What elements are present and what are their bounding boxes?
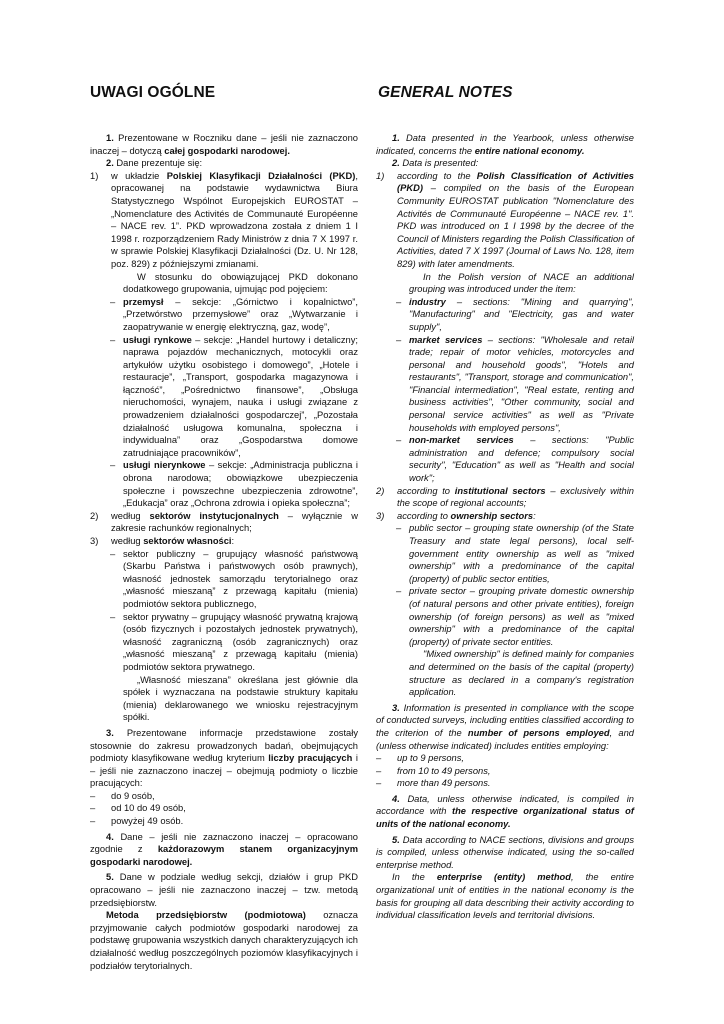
note-3: 3. Prezentowane informacje przedstawione zostały stosownie do zakresu prowadzonych badań, obejmujących podmioty klasyfikowane według kryterium liczby pracujących i – jeśli nie zaznaczono inaczej – obejmują podmioty o liczbie pracujących: [90, 727, 358, 789]
section-title-english: GENERAL NOTES [378, 84, 513, 101]
section-title-polish: UWAGI OGÓLNE [90, 84, 216, 101]
note-4: 4. Dane – jeśli nie zaznaczono inaczej – opracowano zgodnie z każdorazowym stanem organizacyjnym gospodarki narodowej. [90, 831, 359, 867]
list-item-institutional-sectors: 2) według sektorów instytucjonalnych – wyłącznie w zakresie rachunków regionalnych; [90, 510, 358, 534]
enterprise-method-note: In the enterprise (entity) method, the entire organizational unit of entities in the national economy is the basis for grouping all data describing their activity according to individual classification levels and territorial divisions. [376, 872, 634, 921]
list-item-public-sector: – public sector – grouping state ownership (of the State Treasury and state legal persons), local self-government entity ownership as well as "mixed ownership" with a predominance of the capital (property) of public sector entities, [396, 523, 634, 584]
list-item-non-market-services: – usługi nierynkowe – sekcje: „Administracja publiczna i obrona narodowa; obowiązkowe ubezpieczenia społeczne i powszechne ubezpieczenia zdrowotne”, „Edukacja” oraz „Ochrona zdrowia i opieka społeczna”; [110, 460, 358, 509]
list-item-institutional-sectors: 2) according to institutional sectors – exclusively within the scope of regional accounts; [376, 485, 634, 509]
list-item-pkd: 1) w układzie Polskiej Klasyfikacji Działalności (PKD), opracowanej na podstawie wydawnictwa Biura Statystycznego Wspólnot Europejskich EUROSTAT – „Nomenclature des Activités de Communauté Européenne – NACE rev. 1”. PKD wprowadzona została z dniem 1 I 1998 r. rozporządzeniem Rady Ministrów z dnia 7 X 1997 r. w sprawie Polskiej Klasyfikacji Działalności (Dz. U. Nr 128, poz. 829) z późniejszymi zmianami. [90, 170, 358, 269]
note-3: 3. Information is presented in compliance with the scope of conducted surveys, including entities classified according to the criterion of the number of persons employed, and (unless otherwise indicated) includes entities employing: [376, 702, 634, 751]
note-2: 2. Dane prezentuje się: [106, 158, 203, 169]
list-item-non-market-services: – non-market services – sections: "Public administration and defence; compulsory social security", "Education" as well as "Health and social work"; [396, 435, 634, 484]
list-item-private-sector: – sektor prywatny – grupujący własność prywatną krajową (osób fizycznych i pozostałych jednostek prywatnych), własność zagraniczną (osób zagranicznych) oraz „własność mieszaną” z przewagą kapitału (mienia) podmiotów sektora prywatnego. [110, 611, 358, 672]
list-item-ownership-sectors: 3) według sektorów własności: [90, 536, 235, 546]
list-item-industry: – przemysł – sekcje: „Górnictwo i kopalnictwo”, „Przetwórstwo przemysłowe” oraz „Wytwarzanie i zaopatrywanie w energię elektryczną, gaz, wodę”, [110, 296, 358, 332]
list-item-ownership-sectors: 3) according to ownership sectors: [376, 510, 536, 521]
list-item-employment-3: – powyżej 49 osób. [90, 816, 184, 827]
list-item-employment-1: – up to 9 persons, [376, 753, 465, 764]
list-item-market-services: – market services – sections: "Wholesale and retail trade; repair of motor vehicles, motorcycles and personal and household goods", "Hotels and restaurants", "Transport, storage and communication", "Financial intermediation", "Real estate, renting and business activities", "Other community, social and personal service activities" as well as "Private households with employed persons", [396, 334, 634, 433]
english-column [376, 132, 634, 922]
list-item-employment-2: – from 10 to 49 persons, [376, 765, 491, 776]
list-item-industry: – industry – sections: "Mining and quarrying", "Manufacturing" and "Electricity, gas and water supply", [396, 296, 634, 332]
mixed-ownership-note: „Własność mieszana” określana jest głównie dla spółek i wyznaczana na podstawie struktury kapitału (mienia) deklarowanego we wniosku rejestracyjnym spółki. [123, 674, 358, 723]
pkd-grouping-intro: In the Polish version of NACE an additional grouping was introduced under the item: [409, 271, 634, 295]
list-item-public-sector: – sektor publiczny – grupujący własność państwową (Skarbu Państwa i państwowych osób prawnych), własność jednostek samorządu terytorialnego oraz „własność mieszaną” z przewagą kapitału (mienia) podmiotów sektora publicznego, [110, 548, 358, 609]
note-5: 5. Data according to NACE sections, divisions and groups is compiled, unless otherwise indicated, using the so-called enterprise method. [376, 834, 634, 870]
pkd-grouping-intro: W stosunku do obowiązującej PKD dokonano dodatkowego grupowania, ujmując pod pojęciem: [123, 271, 358, 295]
list-item-pkd: 1) according to the Polish Classification of Activities (PKD) – compiled on the basis of the European Community EUROSTAT publication "Nomenclature des Activités de Communauté Européenne – NACE rev. 1". PKD was introduced on 1 I 1998 by the decree of the Council of Ministers regarding the Polish Classification of Activities, dated 7 X 1997 (Journal of Laws No. 128, item 829) with later amendments. [376, 170, 634, 269]
note-2: 2. Data is presented: [392, 158, 479, 169]
note-1: 1. Data presented in the Yearbook, unless otherwise indicated, concerns the entire national economy. [376, 133, 634, 156]
list-item-employment-1: – do 9 osób, [90, 790, 155, 801]
list-item-private-sector: – private sector – grouping private domestic ownership (of natural persons and other private entities), foreign ownership (of foreign persons) as well as "mixed ownership" with a predominance of the capital (property) of private sector entities. [396, 586, 634, 647]
mixed-ownership-note: "Mixed ownership" is defined mainly for companies and determined on the basis of the capital (property) structure as declared in a company's registration application. [409, 649, 634, 698]
note-4: 4. Data, unless otherwise indicated, is compiled in accordance with the respective organizational status of units of the national economy. [376, 793, 634, 830]
polish-column [90, 132, 358, 972]
enterprise-method-note: Metoda przedsiębiorstw (podmiotowa) oznacza przyjmowanie całych podmiotów gospodarki narodowej za podstawę grupowania wszystkich danych charakteryzujących ich działalność według poszczególnych poziomów klasyfikacyjnych i podziałów terytorialnych. [90, 910, 358, 971]
note-1: 1. Prezentowane w Roczniku dane – jeśli nie zaznaczono inaczej – dotyczą całej gospodarki narodowej. [90, 133, 358, 156]
list-item-employment-3: – more than 49 persons. [376, 778, 491, 789]
list-item-employment-2: – od 10 do 49 osób, [90, 803, 186, 814]
note-5: 5. Dane w podziale według sekcji, działów i grup PKD opracowano – jeśli nie zaznaczono inaczej – tzw. metodą przedsiębiorstw. [90, 872, 358, 908]
list-item-market-services: – usługi rynkowe – sekcje: „Handel hurtowy i detaliczny; naprawa pojazdów mechanicznych, motocykli oraz artykułów użytku osobistego i domowego”, „Hotele i restauracje”, „Transport, gospodarka magazynowa i łączność”, „Pośrednictwo finansowe”, „Obsługa nieruchomości, wynajem, nauka i usługi związane z prowadzeniem działalności gospodarczej”, „Pozostała działalność usługowa komunalna, społeczna i indywidualna” oraz „Gospodarstwa domowe zatrudniające pracowników”, [110, 334, 358, 458]
